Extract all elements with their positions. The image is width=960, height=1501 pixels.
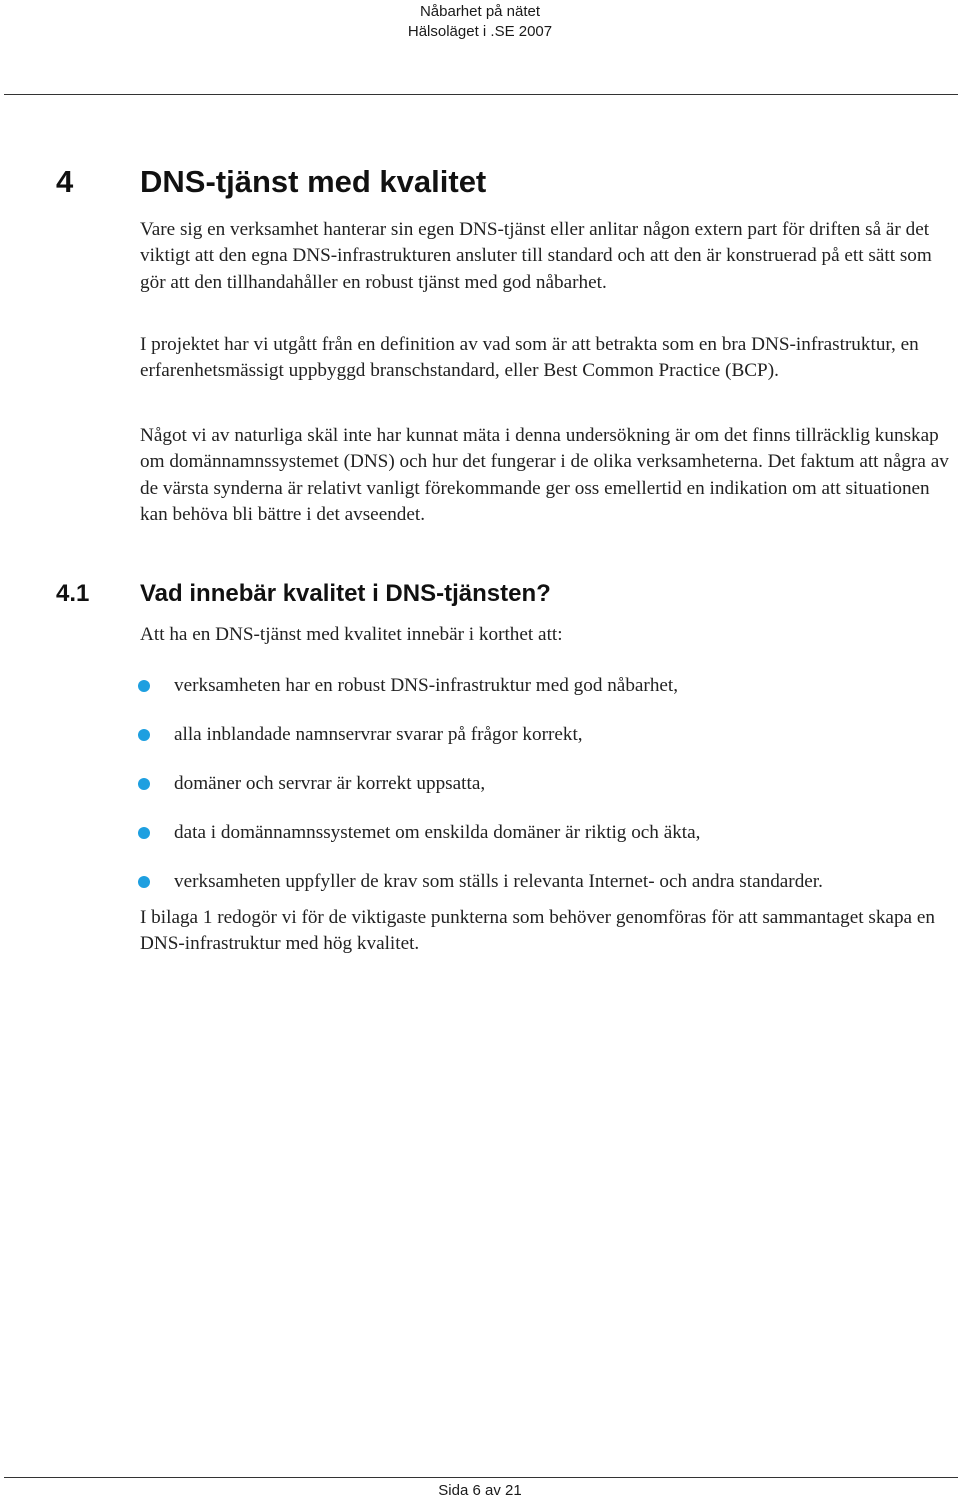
subsection-intro (140, 622, 952, 648)
header-title: Nåbarhet på nätet (419, 3, 541, 20)
paragraph-text: I projektet har vi utgått från en definition av vad som är att betrakta som en bra DNS-infrastruktur, en erfarenhetsmässigt uppbyggd branschstandard, eller Best Common Practice (BCP). (140, 334, 919, 382)
section-heading (56, 162, 486, 202)
paragraph-knowledge (140, 423, 952, 529)
list-item (136, 815, 956, 864)
section-title: DNS-tjänst med kvalitet (140, 164, 487, 199)
paragraph-bcp (140, 332, 952, 385)
list-item (136, 668, 956, 717)
section-number: 4 (56, 164, 74, 199)
paragraph-intro (140, 217, 952, 296)
list-item-text: alla inblandade namnservrar svarar på frågor korrekt, (174, 724, 583, 745)
list-item-text: domäner och servrar är korrekt uppsatta, (174, 773, 486, 794)
bullet-icon (138, 680, 150, 692)
list-item-text: data i domännamnssystemet om enskilda domäner är riktig och äkta, (174, 822, 701, 843)
footer-divider (4, 1477, 958, 1478)
list-item (136, 717, 956, 766)
bullet-icon (138, 729, 150, 741)
list-item-text: verksamheten uppfyller de krav som ställs i relevanta Internet- och andra standarder. (174, 871, 823, 892)
paragraph-closing (140, 905, 952, 958)
subsection-number: 4.1 (56, 580, 90, 607)
bullet-icon (138, 827, 150, 839)
bullet-icon (138, 778, 150, 790)
paragraph-text: I bilaga 1 redogör vi för de viktigaste punkterna som behöver genomföras för att sammantaget skapa en DNS-infrastruktur med hög kvalitet. (140, 907, 935, 955)
paragraph-text: Vare sig en verksamhet hanterar sin egen DNS-tjänst eller anlitar någon extern part för driften så är det viktigt att den egna DNS-infrastrukturen ansluter till standard och att den är konstruerad på ett sätt som gör att den tillhandahåller en robust tjänst med god nåbarhet. (140, 219, 932, 293)
page-header (0, 0, 960, 42)
page-number: Sida 6 av 21 (438, 1482, 522, 1499)
bullet-icon (138, 876, 150, 888)
subsection-title: Vad innebär kvalitet i DNS-tjänsten? (140, 580, 551, 607)
subsection-heading (56, 578, 551, 610)
header-subtitle: Hälsoläget i .SE 2007 (407, 23, 553, 40)
header-divider (4, 94, 958, 95)
paragraph-text: Något vi av naturliga skäl inte har kunnat mäta i denna undersökning är om det finns tillräcklig kunskap om domännamnssystemet (DNS) och hur det fungerar i de olika verksamheterna. Det faktum att några av de värsta synderna är relativt vanligt förekommande ger oss emellertid en indikation om att situationen kan behöva bli bättre i det avseendet. (140, 425, 949, 526)
list-item (136, 766, 956, 815)
list-item-text: verksamheten har en robust DNS-infrastruktur med god nåbarhet, (174, 675, 679, 696)
quality-criteria-list (136, 668, 956, 913)
paragraph-text: Att ha en DNS-tjänst med kvalitet innebär i korthet att: (140, 624, 563, 645)
